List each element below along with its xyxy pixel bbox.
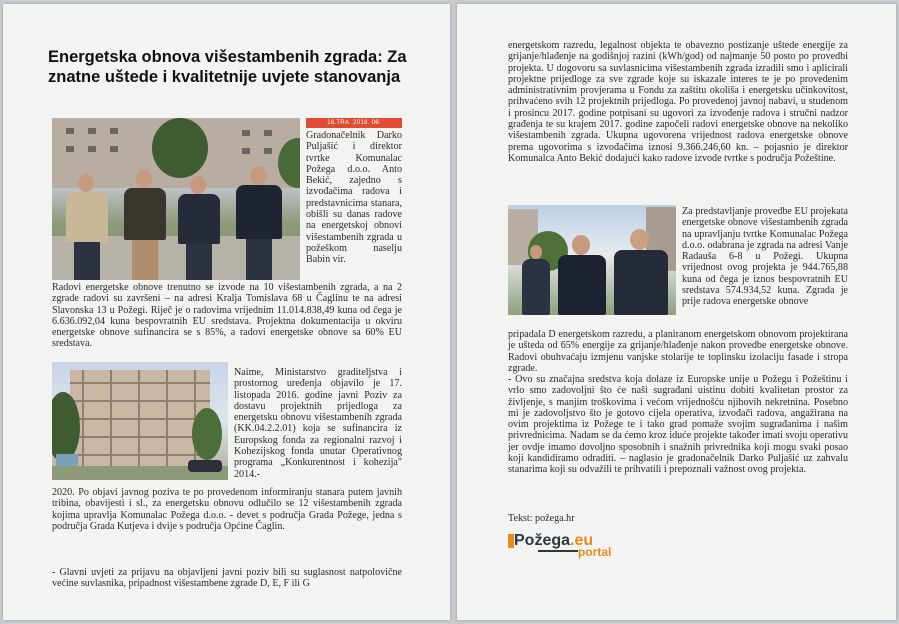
article-title: Energetska obnova višestambenih zgrada: Za znatne uštede i kvalitetnije uvjete stanovanja <box>48 48 407 86</box>
logo-sub-text: portal <box>578 545 612 559</box>
logo-main-text: Požega.eu <box>514 532 594 549</box>
two-men-photo <box>508 205 676 315</box>
article-paragraph-4: energetskom razredu, legalnost objekta te obavezno postizanje uštede energije za grijanje/hlađenje na godišnjoj razini (kWh/god) od najmanje 50 posto po provedbi projekta. U dogovoru sa suvlasnicima višestambenih zgrada izradili smo i aplicirali projektne prijedloge za sve zgrade koje su iskazale interes te je po provedenim administrativnim provjerama u Fondu za zaštitu okoliša i energetsku učinkovitost, prihvaćeno svih 12 projektnih prijedloga. Po provedenoj javnoj nabavi, u studenom i prosincu 2017. godine potpisani su ugovori za izvođenje radova i stručni nadzor građenja te su krajem 2017. godine započeli radovi energetske obnove na nekoliko višestambenih zgrada. Ukupna ugovorena vrijednost radova energetske obnove prema ugovorima s izvođačima iznosi 9.366.246,60 kn. – pojasnio je direktor Komunalca Anto Bekić dodajući kako radove izvode tvrtke s područja Požeštine. <box>508 40 848 164</box>
officials-photo <box>52 118 300 280</box>
logo-underline <box>538 550 578 552</box>
source-credit: Tekst: požega.hr <box>508 513 575 524</box>
scaffolding-building-photo <box>52 362 228 480</box>
article-paragraph-3: - Glavni uvjeti za prijavu na objavljeni javni poziv bili su suglasnost natpolovične većine suvlasnika, pripadnost višestambene zgrade D, E, F ili G <box>52 567 402 590</box>
article-paragraph-6: - Ovo su značajna sredstva koja dolaze iz Europske unije u Požegu i Požeštinu i vrlo smo zadovoljni što će naši sugrađani uistinu dobiti kvalitetan prostor za življenje, s manjim troškovima i većom vrijednošću njihovih nekretnina. Posebno mi je zadovoljstvo što je gotovo cijela operativa, izvođači radova, angažirana na ovim projektima iz Požege te i tako grad pomaže svojim sugrađanima i našim privrednicima. Nadam se da ćemo kroz iduće projekte također imati svoju operativu jer ovdje imamo dovoljno sposobnih i snažnih privrednika koji mogu svaki posao koji kandidiramo odraditi. – naglasio je gradonačelnik Darko Puljašić uz zahvalu stanarima koji su odvažili te prihvatili i prepoznali važnost ovog projekta. <box>508 374 848 476</box>
pozega-eu-portal-logo <box>508 532 640 558</box>
date-badge: 18.TRA. 2018. 06: <box>306 118 402 128</box>
article-paragraph-2-wide: 2020. Po objavi javnog poziva te po provedenom informiranju stanara putem javnih tribina, obavijesti i sl., za energetsku obnovu odlučilo se 12 višestambenih zgrada kojima upravlja Komunalac Požega d.o.o. - devet s područja Grada Požege, jedna s područja Grada Kutjeva i dvije s područja Općine Čaglin. <box>52 487 402 532</box>
article-paragraph-1-wide: Radovi energetske obnove trenutno se izvode na 10 višestambenih zgrada, a na 2 zgrade radovi su završeni – na adresi Kralja Tomislava 68 u Čaglinu te na adresi Slavonska 13 u Požegi. Riječ je o radovima vrijednim 11.014.838,49 kuna od čega je 6.636.092,04 kuna bespovratnih EU sredstava. Projektna dokumentacija u okviru energetske obnove sufinancira se s 85%, a radovi energetske obnove sa 60% EU sredstava. <box>52 282 402 350</box>
article-paragraph-1-narrow: Gradonačelnik Darko Puljašić i direktor tvrtke Komunalac Požega d.o.o. Anto Bekić, zajedno s izvođačima radova i predstavnicima stanara, obišli su danas radove na energetskoj obnovi višestambenih zgrada u požeškom naselju Babin vir. <box>306 130 402 266</box>
article-paragraph-5-wide: pripadala D energetskom razredu, a planiranom energetskom obnovom projektirana je ušteda od 65% energije za grijanje/hlađenje nakon provedbe energetske obnove. Radovi obuhvaćaju izmjenu vanjske stolarije te toplinsku izolaciju fasade i stropa zgrade. <box>508 329 848 374</box>
article-paragraph-2-narrow: Naime, Ministarstvo graditeljstva i prostornog uređenja objavilo je 17. listopada 2016. godine javni Poziv za dostavu projektnih prijedloga za energetsku obnovu višestambenih zgrada (KK.04.2.2.01) koja se sufinancira iz Europskog fonda za regionalni razvoj i Kohezijskog fonda unutar Operativnog programa „Konkurentnost i kohezija" 2014.- <box>234 367 402 480</box>
article-paragraph-5-narrow: Za predstavljanje provedbe EU projekata energetske obnove višestambenih zgrada na upravljanju tvrtke Komunalac Požega d.o.o. odabrana je zgrada na adresi Vanje Radauša 6-8 u Požegi. Ukupna vrijednost ovog projekta je 944.765,88 kuna od čega je iznos bespovratnih EU sredstava 574.934,52 kuna. Zgrada je prije radova energetske obnove <box>682 206 848 308</box>
